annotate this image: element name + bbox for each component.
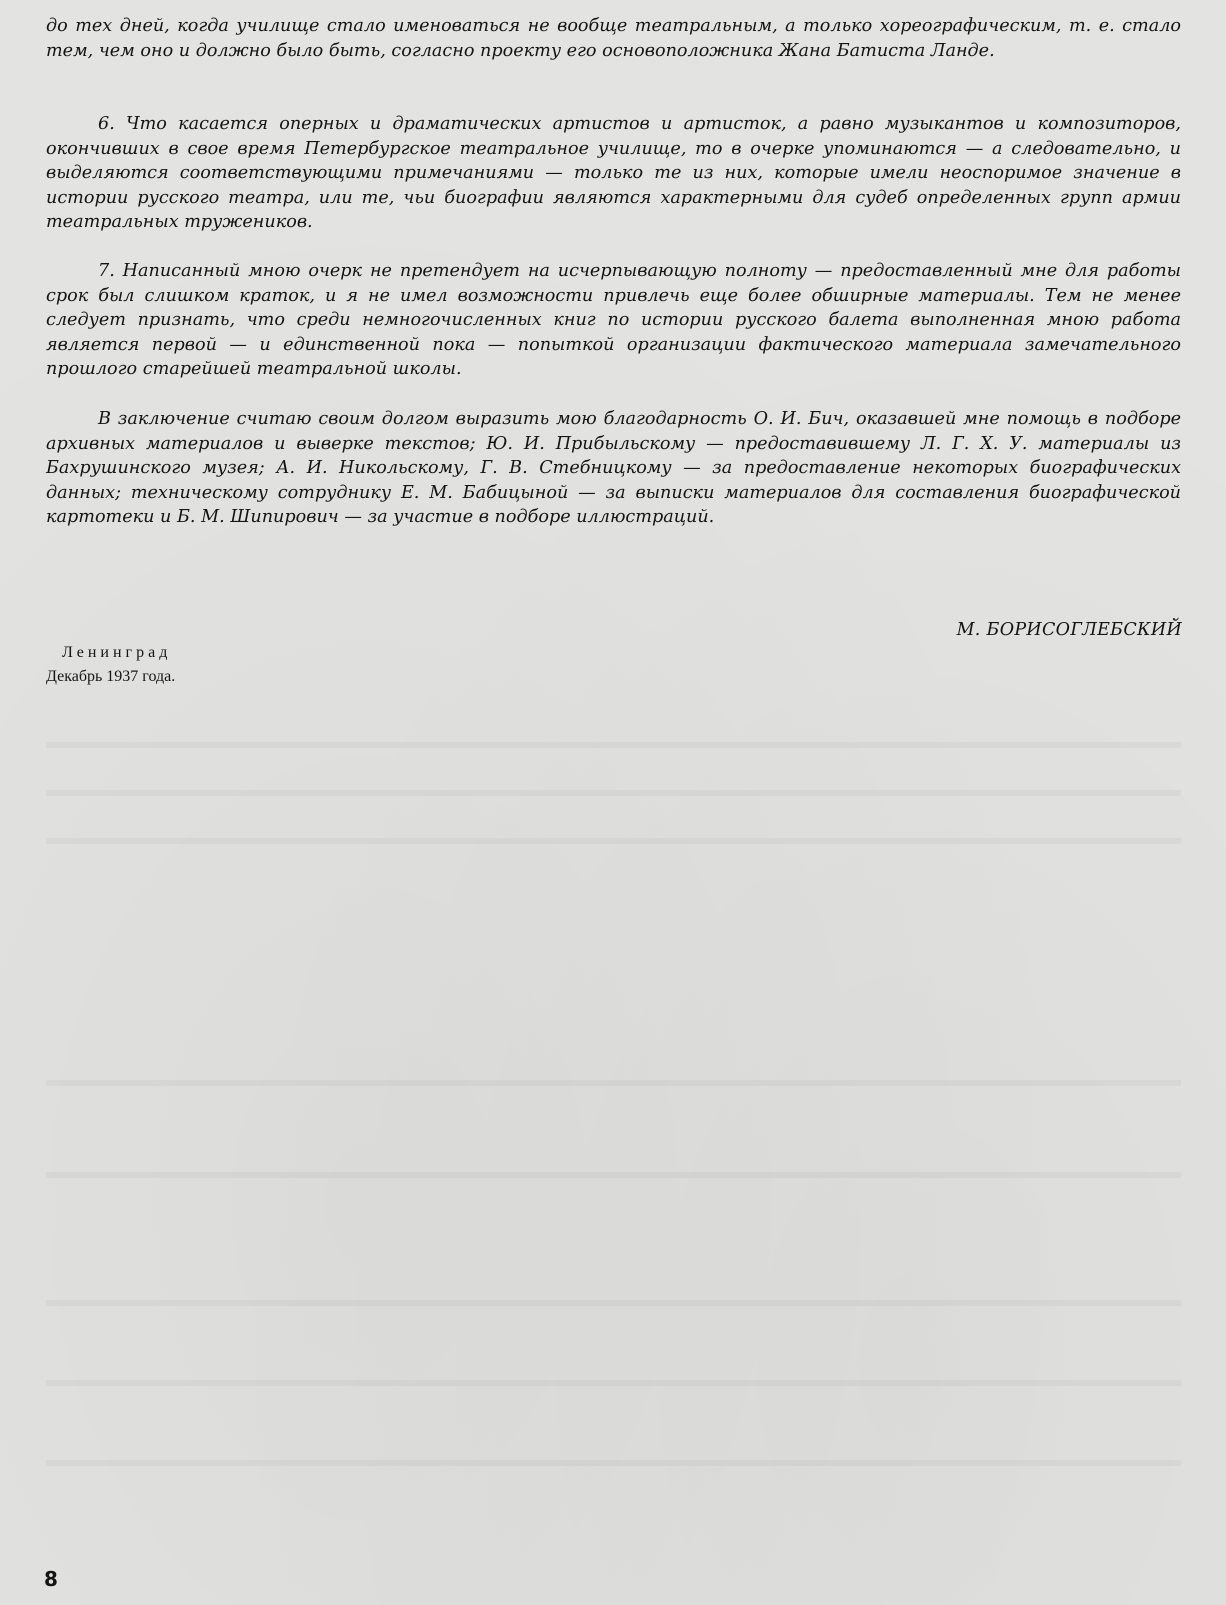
show-through-line bbox=[46, 742, 1181, 748]
paragraph-7: 7. Написанный мною очерк не претендует на исчерпывающую полноту — предоставленный мне для работы срок был слишком краток, и я не имел возможности привлечь еще более обширные материалы. Тем не менее следует признать, что среди немногочисленных книг по истории русского балета выполненная мною работа является первой — и единственной пока — попыткой организации фактического материала замечательного прошлого старейшей театральной школы. bbox=[46, 261, 1181, 380]
paragraph-6: 6. Что касается оперных и драматических артистов и артисток, а равно музыкантов и композиторов, окончивших в свое время Петербургское театральное училище, то в очерке упоминаются — а следовательно, и выделяются соответствующими примечаниями — только те из них, которые имели неоспоримое значение в истории русского театра, или те, чьи биографии являются характерными для судеб определенных групп армии театральных тружеников. bbox=[46, 114, 1181, 233]
paragraph-acknowledgements: В заключение считаю своим долгом выразить мою благодарность О. И. Бич, оказавшей мне помощь в подборе архивных материалов и выверке текстов; Ю. И. Прибыльскому — предоставившему Л. Г. Х. У. материалы из Бахрушинского музея; А. И. Никольскому, Г. В. Стебницкому — за предоставление некоторых биографических данных; техническому сотруднику Е. М. Бабицыной — за выписки материалов для составления биографической картотеки и Б. М. Шипирович — за участие в подборе иллюстраций. bbox=[46, 409, 1181, 528]
show-through-line bbox=[46, 1080, 1181, 1086]
page-number: 8 bbox=[44, 1567, 58, 1591]
show-through-line bbox=[46, 790, 1181, 796]
place-of-writing: Ленинград bbox=[62, 644, 172, 661]
show-through-line bbox=[46, 838, 1181, 844]
author-signature: М. БОРИСОГЛЕБСКИЙ bbox=[956, 620, 1182, 640]
show-through-line bbox=[46, 1172, 1181, 1178]
paragraph-continuation: до тех дней, когда училище стало именоваться не вообще театральным, а только хореографическим, т. е. стало тем, чем оно и должно было быть, согласно проекту его основоположника Жана Батиста Ланде. bbox=[46, 16, 1181, 61]
show-through-line bbox=[46, 1460, 1181, 1466]
show-through-line bbox=[46, 1300, 1181, 1306]
show-through-line bbox=[46, 1380, 1181, 1386]
date-of-writing: Декабрь 1937 года. bbox=[46, 668, 176, 685]
